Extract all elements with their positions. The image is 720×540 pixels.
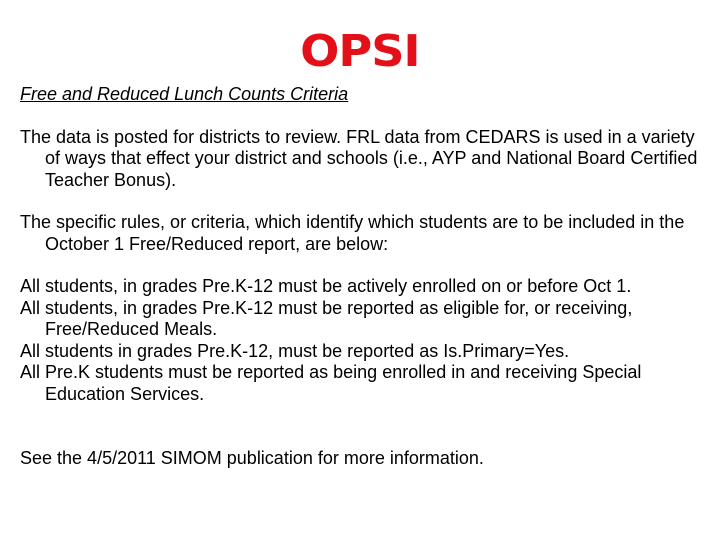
rules-list [20, 276, 710, 405]
rule-item: All students, in grades Pre.K-12 must be reported as eligible for, or receiving, Free/Reduced Meals. [20, 297, 633, 339]
footer-note: See the 4/5/2011 SIMOM publication for more information. [20, 448, 484, 468]
logo-text: OPSI [300, 26, 420, 77]
rule-item: All students, in grades Pre.K-12 must be actively enrolled on or before Oct 1. [20, 276, 632, 296]
page-title: Free and Reduced Lunch Counts Criteria [20, 84, 349, 104]
rule-item: All Pre.K students must be reported as being enrolled in and receiving Special Education Services. [20, 362, 642, 404]
logo [0, 28, 720, 76]
criteria-intro-paragraph: The specific rules, or criteria, which identify which students are to be included in the October 1 Free/Reduced report, are below: [20, 212, 685, 254]
slide-content [20, 84, 710, 470]
rule-item: All students in grades Pre.K-12, must be reported as Is.Primary=Yes. [20, 340, 570, 361]
intro-paragraph: The data is posted for districts to review. FRL data from CEDARS is used in a variety of ways that effect your district and schools (i.e., AYP and National Board Certified Teacher Bonus). [20, 126, 698, 190]
